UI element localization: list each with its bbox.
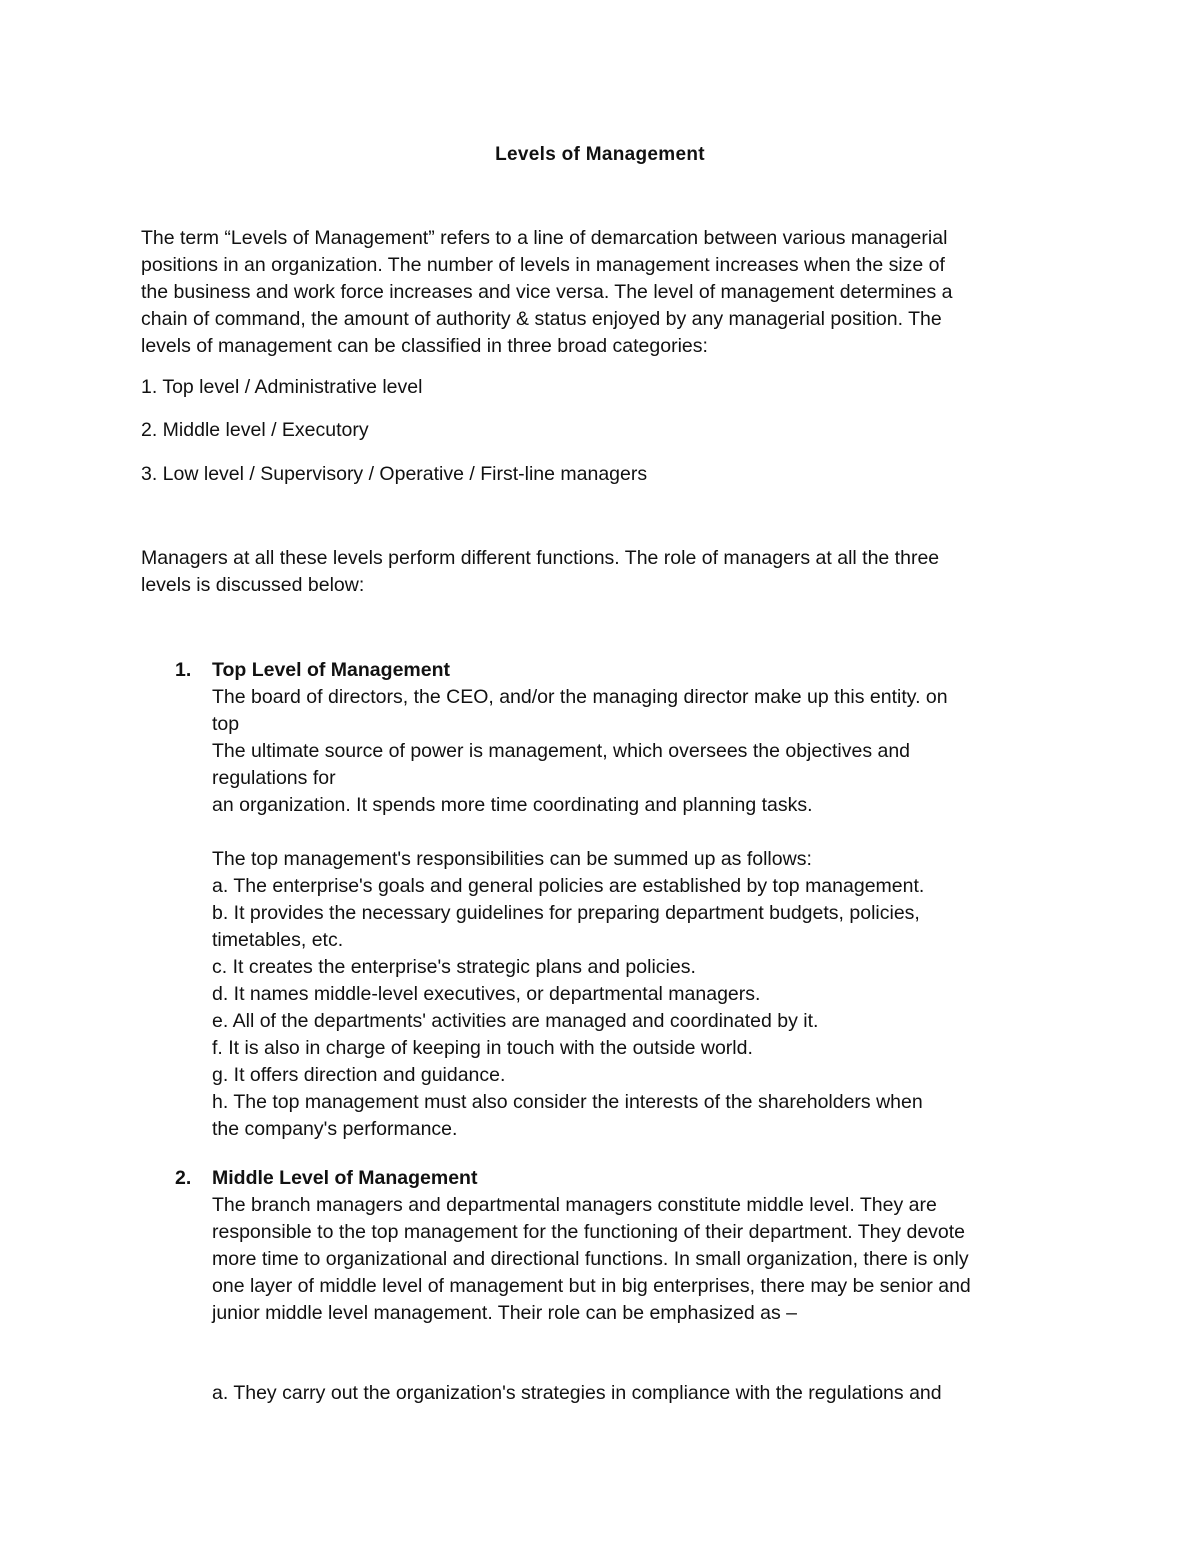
responsibility-line: g. It offers direction and guidance.	[212, 1064, 506, 1086]
section-description-line: more time to organizational and directional functions. In small organization, there is only	[212, 1248, 969, 1270]
level-item-low: 3. Low level / Supervisory / Operative / First-line managers	[141, 463, 648, 485]
responsibility-line: f. It is also in charge of keeping in touch with the outside world.	[212, 1037, 753, 1059]
intro-line: The term “Levels of Management” refers to a line of demarcation between various managerial	[141, 227, 948, 249]
managers-line: levels is discussed below:	[141, 574, 365, 596]
section-description-line: The board of directors, the CEO, and/or the managing director make up this entity. on	[212, 686, 948, 708]
document-title: Levels of Management	[495, 144, 705, 165]
role-line: a. They carry out the organization's strategies in compliance with the regulations and	[212, 1382, 942, 1404]
managers-paragraph	[141, 545, 939, 599]
paragraph-gap	[212, 819, 948, 846]
intro-line: positions in an organization. The number of levels in management increases when the size of	[141, 254, 945, 276]
intro-paragraph	[141, 225, 953, 360]
intro-line: the business and work force increases and vice versa. The level of management determines a	[141, 281, 953, 303]
section-heading-middle: Middle Level of Management	[212, 1167, 478, 1189]
section-description-line: an organization. It spends more time coordinating and planning tasks.	[212, 794, 813, 816]
responsibility-line: d. It names middle-level executives, or departmental managers.	[212, 983, 761, 1005]
managers-line: Managers at all these levels perform different functions. The role of managers at all the three	[141, 547, 940, 569]
section-description-line: The branch managers and departmental managers constitute middle level. They are	[212, 1194, 937, 1216]
middle-role-list	[212, 1380, 942, 1407]
section-description-line: one layer of middle level of management but in big enterprises, there may be senior and	[212, 1275, 971, 1297]
level-item-top: 1. Top level / Administrative level	[141, 376, 423, 398]
section-description-line: The ultimate source of power is management, which oversees the objectives and	[212, 740, 911, 762]
section-description-line: junior middle level management. Their role can be emphasized as –	[212, 1302, 797, 1324]
responsibility-line: e. All of the departments' activities are managed and coordinated by it.	[212, 1010, 819, 1032]
section-heading-top: Top Level of Management	[212, 659, 450, 681]
section-description-line: regulations for	[212, 767, 336, 789]
intro-line: levels of management can be classified in three broad categories:	[141, 335, 708, 357]
responsibility-line: timetables, etc.	[212, 929, 344, 951]
responsibility-line: h. The top management must also consider the interests of the shareholders when	[212, 1091, 923, 1113]
responsibility-line: The top management's responsibilities can be summed up as follows:	[212, 848, 812, 870]
section-description-line: top	[212, 713, 240, 735]
section-number-top: 1.	[175, 659, 192, 681]
intro-line: chain of command, the amount of authority & status enjoyed by any managerial position. The	[141, 308, 942, 330]
responsibility-line: the company's performance.	[212, 1118, 458, 1140]
responsibility-line: c. It creates the enterprise's strategic plans and policies.	[212, 956, 696, 978]
section-description-line: responsible to the top management for the functioning of their department. They devote	[212, 1221, 966, 1243]
section-middle-level	[212, 1165, 971, 1327]
section-number-middle: 2.	[175, 1167, 192, 1189]
responsibility-line: b. It provides the necessary guidelines for preparing department budgets, policies,	[212, 902, 920, 924]
responsibility-line: a. The enterprise's goals and general policies are established by top management.	[212, 875, 925, 897]
level-item-middle: 2. Middle level / Executory	[141, 419, 369, 441]
section-top-level	[212, 657, 948, 1143]
